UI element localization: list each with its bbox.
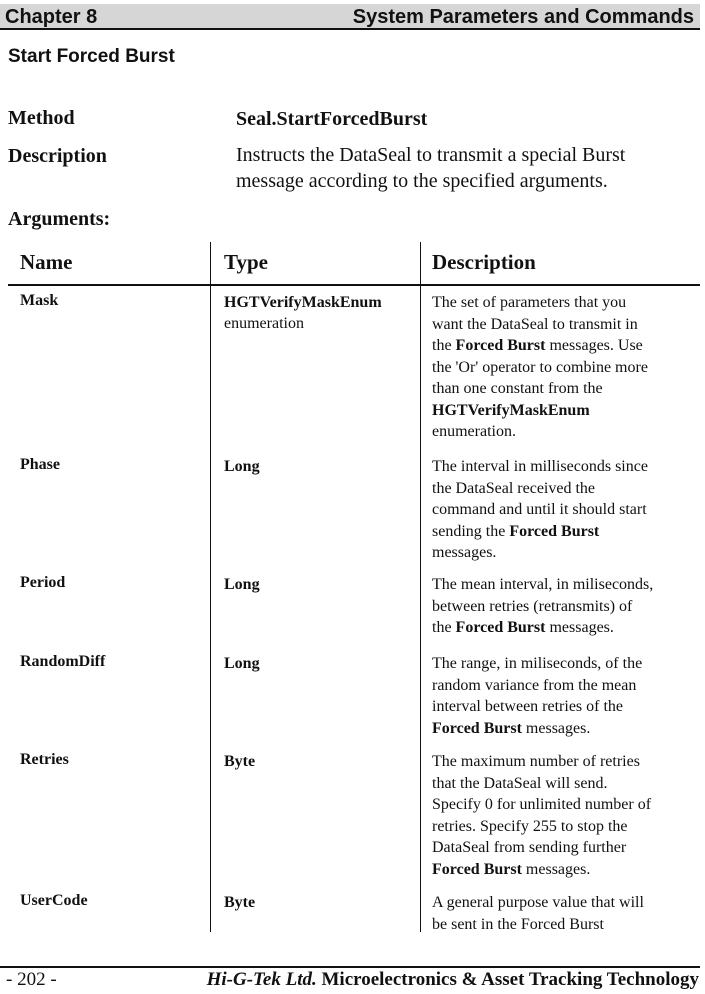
description-line <box>432 314 698 336</box>
description-text: The set of parameters that you <box>432 294 627 311</box>
column-divider <box>210 242 211 932</box>
emphasis-text: Forced Burst <box>455 619 546 636</box>
argument-type-name: Byte <box>224 894 256 911</box>
argument-name: Phase <box>20 456 60 473</box>
emphasis-text: Forced Burst <box>509 522 600 540</box>
description-line <box>432 914 698 936</box>
argument-type-name: Byte <box>224 753 256 770</box>
description-text: the DataSeal received the <box>432 479 596 497</box>
description-text: between retries (retransmits) of <box>432 597 633 615</box>
section-label: System Parameters and Commands <box>352 6 694 28</box>
description-text: messages. <box>521 860 591 878</box>
argument-name: RandomDiff <box>20 653 106 670</box>
chapter-label: Chapter 8 <box>5 6 98 28</box>
page-title: Start Forced Burst <box>8 46 175 67</box>
argument-type <box>224 892 414 913</box>
chapter-header <box>0 4 700 30</box>
description-line <box>432 794 698 816</box>
argument-description <box>432 653 698 739</box>
arguments-table <box>8 242 700 932</box>
description-text: be sent in the Forced Burst <box>432 915 604 933</box>
description-text: command and until it should start <box>432 501 647 518</box>
argument-description <box>432 292 698 443</box>
description-line <box>432 751 698 773</box>
description-text: retries. Specify 255 to stop the <box>432 817 628 835</box>
description-text: messages. Use <box>545 337 643 354</box>
footer-rule <box>0 966 700 968</box>
description-text: the <box>432 337 456 354</box>
description-text: A general purpose value that will <box>432 894 644 911</box>
description-text: sending the <box>432 522 510 540</box>
argument-description <box>432 456 698 564</box>
arguments-label: Arguments: <box>8 208 111 230</box>
description-text: that the DataSeal will send. <box>432 774 608 792</box>
description-text: Specify 0 for unlimited number of <box>432 796 652 813</box>
description-line <box>432 400 698 422</box>
description-line <box>432 696 698 718</box>
description-text: messages. <box>432 544 497 561</box>
emphasis-text: Forced Burst <box>432 719 522 737</box>
description-line <box>432 892 698 914</box>
column-header-type: Type <box>224 250 268 274</box>
description-line <box>432 859 698 881</box>
column-divider <box>420 242 421 932</box>
description-line <box>432 596 698 618</box>
description-line <box>432 478 698 500</box>
column-header-description: Description <box>432 250 536 274</box>
description-label: Description <box>8 145 107 167</box>
description-line <box>432 675 698 697</box>
description-line <box>432 617 698 639</box>
footer-tagline <box>207 969 699 991</box>
description-line <box>432 574 698 596</box>
description-line <box>432 357 698 379</box>
argument-description <box>432 751 698 880</box>
description-line <box>432 718 698 740</box>
description-text: enumeration. <box>432 423 516 440</box>
description-text: The range, in miliseconds, of the <box>432 655 643 672</box>
argument-name: UserCode <box>20 892 88 909</box>
table-header <box>8 242 700 286</box>
description-line <box>432 335 698 357</box>
description-text: messages. <box>545 619 614 636</box>
emphasis-text: Forced Burst <box>432 860 522 878</box>
description-text: the 'Or' operator to combine more <box>432 358 648 376</box>
description-line <box>432 292 698 314</box>
description-line <box>432 456 698 478</box>
method-value: Seal.StartForcedBurst <box>236 108 428 130</box>
argument-type <box>224 653 414 674</box>
description-text: The maximum number of retries <box>432 753 640 770</box>
description-text: the <box>432 619 456 636</box>
description-text: DataSeal from sending further <box>432 839 627 856</box>
argument-type-name: Long <box>224 576 260 593</box>
argument-type-name: HGTVerifyMaskEnum <box>224 294 382 311</box>
argument-type <box>224 574 414 595</box>
description-line <box>432 521 698 543</box>
argument-type <box>224 456 414 477</box>
description-text <box>236 142 625 194</box>
description-line <box>432 499 698 521</box>
description-line: Instructs the DataSeal to transmit a special Burst <box>236 144 626 166</box>
argument-type <box>224 292 414 334</box>
emphasis-text: HGTVerifyMaskEnum <box>432 401 590 419</box>
argument-name: Mask <box>20 292 59 309</box>
tagline-text: Microelectronics & Asset Tracking Technology <box>321 969 699 990</box>
description-line <box>432 653 698 675</box>
description-text: The interval in milliseconds since <box>432 458 648 475</box>
argument-description <box>432 892 698 935</box>
description-line <box>432 378 698 400</box>
argument-type <box>224 751 414 772</box>
description-text: than one constant from the <box>432 380 603 397</box>
emphasis-text: Forced Burst <box>455 337 546 354</box>
description-line <box>432 421 698 443</box>
company-name: Hi-G-Tek Ltd. <box>206 969 317 990</box>
description-text: messages. <box>521 719 591 737</box>
page-number: - 202 - <box>6 969 57 990</box>
description-text: want the DataSeal to transmit in <box>432 315 638 333</box>
description-text: interval between retries of the <box>432 698 624 715</box>
argument-type-name: Long <box>224 655 260 672</box>
argument-name: Retries <box>20 751 69 768</box>
argument-description <box>432 574 698 639</box>
column-header-name: Name <box>20 250 73 274</box>
description-line: message according to the specified arguments. <box>236 170 608 192</box>
argument-name: Period <box>20 574 66 591</box>
description-line <box>432 837 698 859</box>
method-label: Method <box>8 107 75 129</box>
argument-type-extra: enumeration <box>224 315 304 332</box>
description-line <box>432 542 698 564</box>
description-text: The mean interval, in miliseconds, <box>432 576 654 593</box>
description-text: random variance from the mean <box>432 676 637 694</box>
description-line <box>432 773 698 795</box>
description-line <box>432 816 698 838</box>
argument-type-name: Long <box>224 458 260 475</box>
